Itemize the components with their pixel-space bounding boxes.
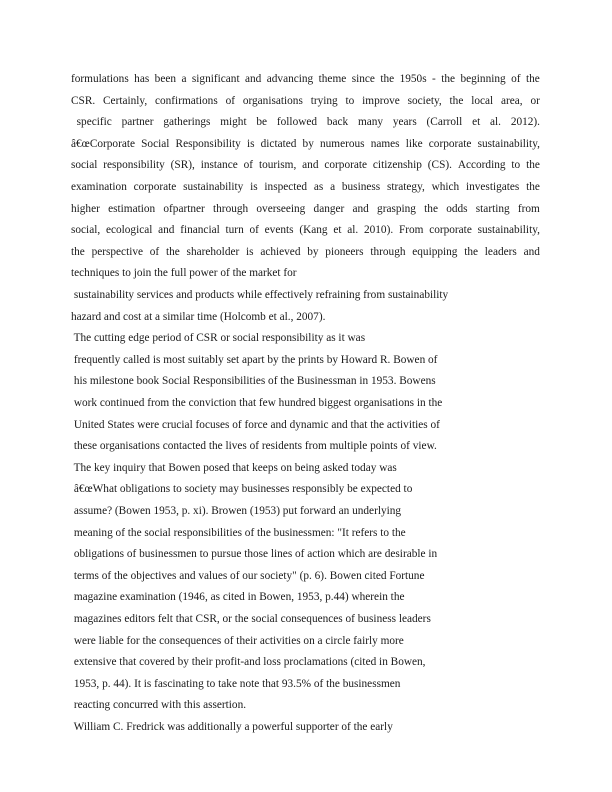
text-line: social, ecological and financial turn of events (Kang et al. 2010). From corporate sustainability, — [71, 224, 540, 237]
text-line: techniques to join the full power of the market for — [71, 267, 297, 280]
text-line: The key inquiry that Bowen posed that keeps on being asked today was — [71, 461, 397, 474]
text-line: obligations of businessmen to pursue those lines of action which are desirable in — [71, 548, 438, 561]
text-line: 1953, p. 44). It is fascinating to take note that 93.5% of the businessmen — [71, 677, 401, 690]
text-line: magazines editors felt that CSR, or the social consequences of business leaders — [71, 613, 431, 625]
text-line: magazine examination (1946, as cited in Bowen, 1953, p.44) wherein the — [71, 591, 405, 604]
text-line: frequently called is most suitably set apart by the prints by Howard R. Bowen of — [71, 353, 438, 366]
text-line: higher estimation ofpartner through overseeing danger and grasping the odds starting from — [71, 202, 540, 215]
text-line: work continued from the conviction that few hundred biggest organisations in the — [71, 397, 443, 409]
text-line: â€œCorporate Social Responsibility is dictated by numerous names like corporate sustainability, — [71, 137, 540, 150]
text-line: â€œWhat obligations to society may businesses responsibly be expected to — [71, 483, 413, 496]
text-line: The cutting edge period of CSR or social responsibility as it was — [71, 332, 366, 345]
text-line: the perspective of the shareholder is achieved by pioneers through equipping the leaders and — [71, 245, 540, 258]
text-line: sustainability services and products while effectively refraining from sustainability — [71, 289, 449, 301]
text-line: reacting concurred with this assertion. — [71, 699, 247, 712]
text-line: extensive that covered by their profit-and loss proclamations (cited in Bowen, — [71, 656, 426, 669]
text-line: specific partner gatherings might be followed back many years (Carroll et al. 2012). — [71, 116, 540, 129]
text-line: CSR. Certainly, confirmations of organisations trying to improve society, the local area, or — [71, 94, 540, 107]
text-line: examination corporate sustainability is inspected as a business strategy, which investigates the — [71, 181, 540, 193]
text-line: were liable for the consequences of their activities on a circle fairly more — [71, 634, 404, 647]
text-line: social responsibility (SR), instance of tourism, and corporate citizenship (CS). According to the — [71, 159, 540, 172]
text-line: hazard and cost at a similar time (Holcomb et al., 2007). — [71, 310, 326, 323]
text-line: his milestone book Social Responsibilities of the Businessman in 1953. Bowens — [71, 375, 436, 388]
text-line: United States were crucial focuses of force and dynamic and that the activities of — [71, 418, 440, 431]
text-line: assume? (Bowen 1953, p. xi). Browen (1953) put forward an underlying — [71, 505, 402, 517]
text-line: formulations has been a significant and advancing theme since the 1950s - the beginning of the — [71, 73, 540, 85]
text-line: meaning of the social responsibilities of the businessmen: "It refers to the — [71, 526, 406, 539]
text-line: these organisations contacted the lives of residents from multiple points of view. — [71, 440, 437, 453]
text-line: William C. Fredrick was additionally a powerful supporter of the early — [71, 721, 393, 733]
text-line: terms of the objectives and values of our society" (p. 6). Bowen cited Fortune — [71, 569, 425, 582]
